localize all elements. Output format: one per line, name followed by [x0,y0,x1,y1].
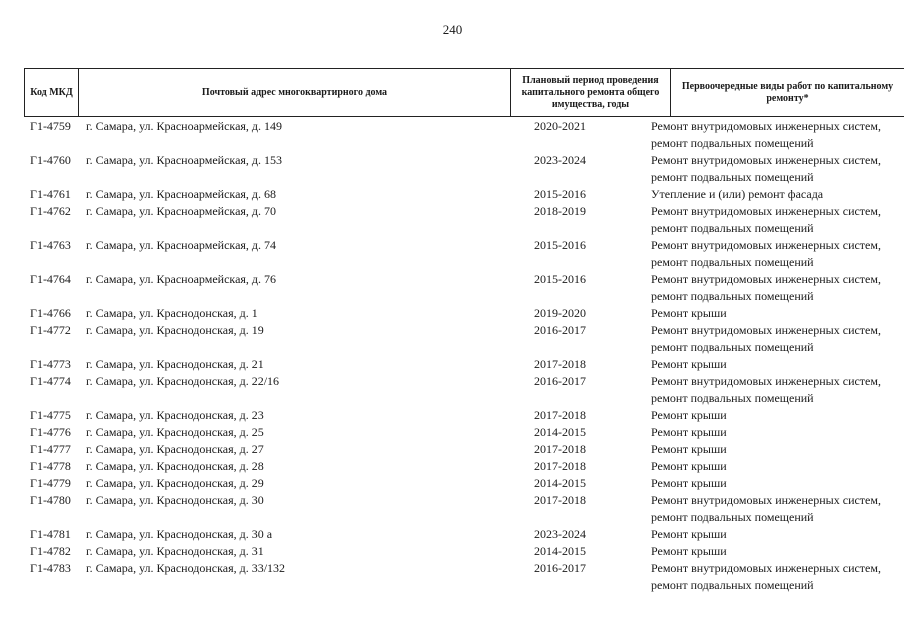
row-code: Г1-4759 [30,119,71,133]
row-address: г. Самара, ул. Краснодонская, д. 27 [86,442,264,456]
row-works: Ремонт внутридомовых инженерных систем, ремонт подвальных помещений [651,204,881,235]
row-code: Г1-4766 [30,306,71,320]
row-address: г. Самара, ул. Красноармейская, д. 153 [86,153,283,167]
row-period: 2014-2015 [534,544,586,558]
row-address: г. Самара, ул. Краснодонская, д. 1 [86,306,258,320]
row-period: 2017-2018 [534,408,586,422]
row-period: 2016-2017 [534,561,586,575]
row-works: Ремонт внутридомовых инженерных систем, ремонт подвальных помещений [651,323,881,354]
row-period: 2020-2021 [534,119,586,133]
row-address: г. Самара, ул. Краснодонская, д. 30 [86,493,264,507]
row-code: Г1-4779 [30,476,71,490]
row-code: Г1-4777 [30,442,71,456]
row-address: г. Самара, ул. Красноармейская, д. 70 [86,204,277,218]
row-works: Ремонт крыши [651,476,727,490]
row-code: Г1-4764 [30,272,71,286]
row-period: 2017-2018 [534,357,586,371]
row-address: г. Самара, ул. Краснодонская, д. 23 [86,408,264,422]
row-works: Ремонт внутридомовых инженерных систем, ремонт подвальных помещений [651,561,881,592]
row-period: 2017-2018 [534,459,586,473]
row-works: Ремонт внутридомовых инженерных систем, ремонт подвальных помещений [651,153,881,184]
row-period: 2014-2015 [534,425,586,439]
row-works: Ремонт внутридомовых инженерных систем, ремонт подвальных помещений [651,272,881,303]
row-period: 2015-2016 [534,187,586,201]
row-code: Г1-4780 [30,493,71,507]
row-address: г. Самара, ул. Краснодонская, д. 30 а [86,527,273,541]
row-address: г. Самара, ул. Краснодонская, д. 29 [86,476,264,490]
row-period: 2016-2017 [534,323,586,337]
row-code: Г1-4781 [30,527,71,541]
row-period: 2023-2024 [534,153,586,167]
row-code: Г1-4783 [30,561,71,575]
table-header [24,68,904,117]
row-code: Г1-4778 [30,459,71,473]
row-code: Г1-4762 [30,204,71,218]
row-address: г. Самара, ул. Краснодонская, д. 28 [86,459,264,473]
row-address: г. Самара, ул. Краснодонская, д. 31 [86,544,264,558]
row-address: г. Самара, ул. Красноармейская, д. 68 [86,187,277,201]
row-period: 2016-2017 [534,374,586,388]
row-code: Г1-4760 [30,153,71,167]
row-works: Ремонт крыши [651,544,727,558]
row-works: Ремонт крыши [651,425,727,439]
header-address: Почтовый адрес многоквартирного дома [79,69,511,116]
row-code: Г1-4782 [30,544,71,558]
row-code: Г1-4773 [30,357,71,371]
row-works: Ремонт внутридомовых инженерных систем, ремонт подвальных помещений [651,119,881,150]
row-code: Г1-4776 [30,425,71,439]
row-works: Ремонт крыши [651,306,727,320]
header-code: Код МКД [25,69,79,116]
row-period: 2018-2019 [534,204,586,218]
header-period: Плановый период проведения капитального ремонта общего имущества, годы [511,69,671,116]
row-period: 2017-2018 [534,442,586,456]
row-address: г. Самара, ул. Красноармейская, д. 149 [86,119,283,133]
row-address: г. Самара, ул. Красноармейская, д. 76 [86,272,277,286]
row-works: Ремонт крыши [651,442,727,456]
row-address: г. Самара, ул. Краснодонская, д. 33/132 [86,561,286,575]
row-works: Ремонт внутридомовых инженерных систем, ремонт подвальных помещений [651,374,881,405]
row-address: г. Самара, ул. Красноармейская, д. 74 [86,238,277,252]
row-code: Г1-4775 [30,408,71,422]
row-works: Утепление и (или) ремонт фасада [651,187,824,201]
row-works: Ремонт крыши [651,527,727,541]
row-code: Г1-4774 [30,374,71,388]
row-address: г. Самара, ул. Краснодонская, д. 19 [86,323,264,337]
row-period: 2019-2020 [534,306,586,320]
row-period: 2017-2018 [534,493,586,507]
row-works: Ремонт крыши [651,459,727,473]
row-period: 2015-2016 [534,272,586,286]
row-works: Ремонт внутридомовых инженерных систем, ремонт подвальных помещений [651,238,881,269]
header-works: Первоочередные виды работ по капитальному ремонту* [681,80,894,104]
row-address: г. Самара, ул. Краснодонская, д. 21 [86,357,264,371]
row-works: Ремонт крыши [651,408,727,422]
row-address: г. Самара, ул. Краснодонская, д. 22/16 [86,374,280,388]
row-works: Ремонт крыши [651,357,727,371]
row-code: Г1-4772 [30,323,71,337]
row-period: 2015-2016 [534,238,586,252]
row-code: Г1-4763 [30,238,71,252]
row-code: Г1-4761 [30,187,71,201]
row-period: 2014-2015 [534,476,586,490]
row-address: г. Самара, ул. Краснодонская, д. 25 [86,425,264,439]
row-period: 2023-2024 [534,527,586,541]
page-number: 240 [442,22,463,37]
row-works: Ремонт внутридомовых инженерных систем, ремонт подвальных помещений [651,493,881,524]
